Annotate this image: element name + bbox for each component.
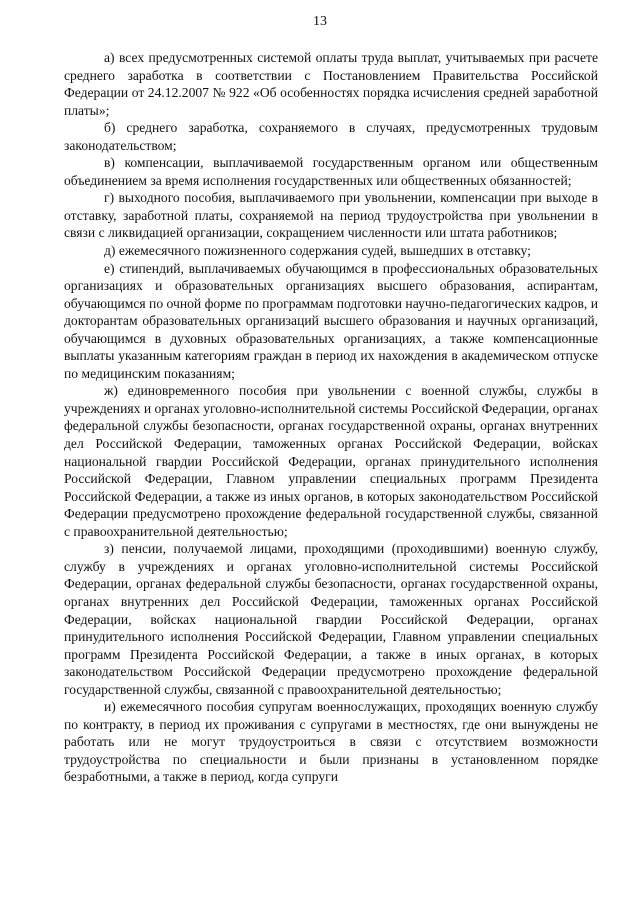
paragraph-d: д) ежемесячного пожизненного содержания судей, вышедших в отставку; [104,243,531,259]
paragraph-z: з) пенсии, получаемой лицами, проходящими (проходившими) военную службу, службу в учреждениях и органах уголовно-исполнительной системы Российской Федерации, органах федеральной службы безопасности, органах государственной охраны, органах внутренних дел Российской Федерации, таможенных органах Российской Федерации, войсках национальной гвардии Российской Федерации, органах принудительного исполнения Российской Федерации, Главном управлении специальных программ Президента Российской Федерации, а также в иных органах, в которых законодательством Российской Федерации предусмотрено прохождение федеральной государственной службы, связанной с правоохранительной деятельностью; [64,541,598,697]
paragraph-g: г) выходного пособия, выплачиваемого при увольнении, компенсации при выходе в отставку, заработной платы, сохраняемой на период трудоустройства при увольнении в связи с ликвидацией организации, сокращением численности или штата работников; [64,190,598,241]
paragraph-v: в) компенсации, выплачиваемой государственным органом или общественным объединением за время исполнения государственных или общественных обязанностей; [64,155,598,188]
paragraph-a: а) всех предусмотренных системой оплаты труда выплат, учитываемых при расчете среднего заработка в соответствии с Постановлением Правительства Российской Федерации от 24.12.2007 № 922 «Об особенностях порядка исчисления средней заработной платы»; [64,50,598,118]
paragraph-b: б) среднего заработка, сохраняемого в случаях, предусмотренных трудовым законодательством; [64,120,598,153]
paragraph-e: е) стипендий, выплачиваемых обучающимся в профессиональных образовательных организациях и образовательных организациях высшего образования, аспирантам, обучающимся по очной форме по программам подготовки научно-педагогических кадров, и докторантам образовательных организаций высшего образования и научных организаций, обучающимся в духовных образовательных организациях, а также компенсационные выплаты указанным категориям граждан в период их нахождения в академическом отпуске по медицинским показаниям; [64,260,598,381]
paragraph-i: и) ежемесячного пособия супругам военнослужащих, проходящих военную службу по контракту, в период их проживания с супругами в местностях, где они вынуждены не работать или не могут трудоустроиться в связи с отсутствием возможности трудоустройства по специальности и были признаны в установленном порядке безработными, а также в период, когда супруги [64,699,598,785]
page-number: 13 [313,14,327,29]
paragraph-zh: ж) единовременного пособия при увольнении с военной службы, службы в учреждениях и органах уголовно-исполнительной системы Российской Федерации, органах федеральной службы безопасности, органах государственной охраны, органах внутренних дел Российской Федерации, таможенных органах Российской Федерации, войсках национальной гвардии Российской Федерации, органах принудительного исполнения Российской Федерации, Главном управлении специальных программ Президента Российской Федерации, а также из иных органов, в которых законодательством Российской Федерации предусмотрено прохождение федеральной государственной службы, связанной с правоохранительной деятельностью; [64,383,598,539]
document-body [64,49,598,786]
